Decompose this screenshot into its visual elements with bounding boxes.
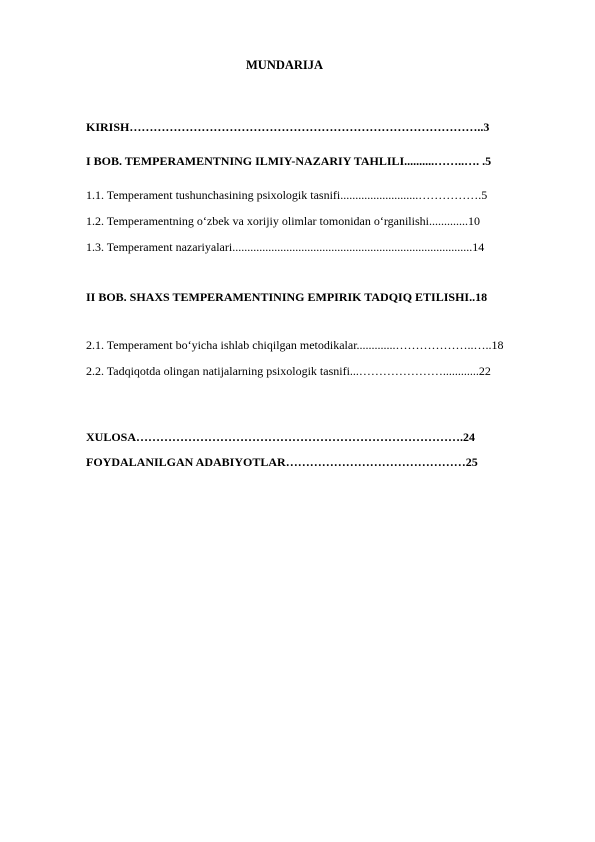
page-title: MUNDARIJA [246, 58, 324, 72]
toc-entry-kirish: KIRISH……………………………………………………………………………..3 [86, 120, 490, 134]
toc-entry-section-1-1: 1.1. Temperament tushunchasining psixologik tasnifi..........................…………….5 [86, 188, 488, 202]
toc-entry-chapter-2: II BOB. SHAXS TEMPERAMENTINING EMPIRIK TADQIQ ETILISHI..18 [86, 290, 488, 304]
toc-entry-section-1-2: 1.2. Temperamentning o‘zbek va xorijiy olimlar tomonidan o‘rganilishi.............10 [86, 214, 480, 228]
toc-entry-chapter-1: I BOB. TEMPERAMENTNING ILMIY-NAZARIY TAHLILI..........……..…. .5 [86, 154, 492, 168]
toc-entry-xulosa: XULOSA……………………………………………………………………….24 [86, 430, 476, 444]
toc-entry-section-2-1: 2.1. Temperament bo‘yicha ishlab chiqilgan metodikalar.............………………..…..18 [86, 338, 504, 352]
toc-entry-section-1-3: 1.3. Temperament nazariyalari................................................................................14 [86, 240, 485, 254]
toc-entry-adabiyotlar: FOYDALANILGAN ADABIYOTLAR………………………………………25 [86, 455, 478, 469]
toc-entry-section-2-2: 2.2. Tadqiqotda olingan natijalarning psixologik tasnifi...…………………............22 [86, 364, 491, 378]
